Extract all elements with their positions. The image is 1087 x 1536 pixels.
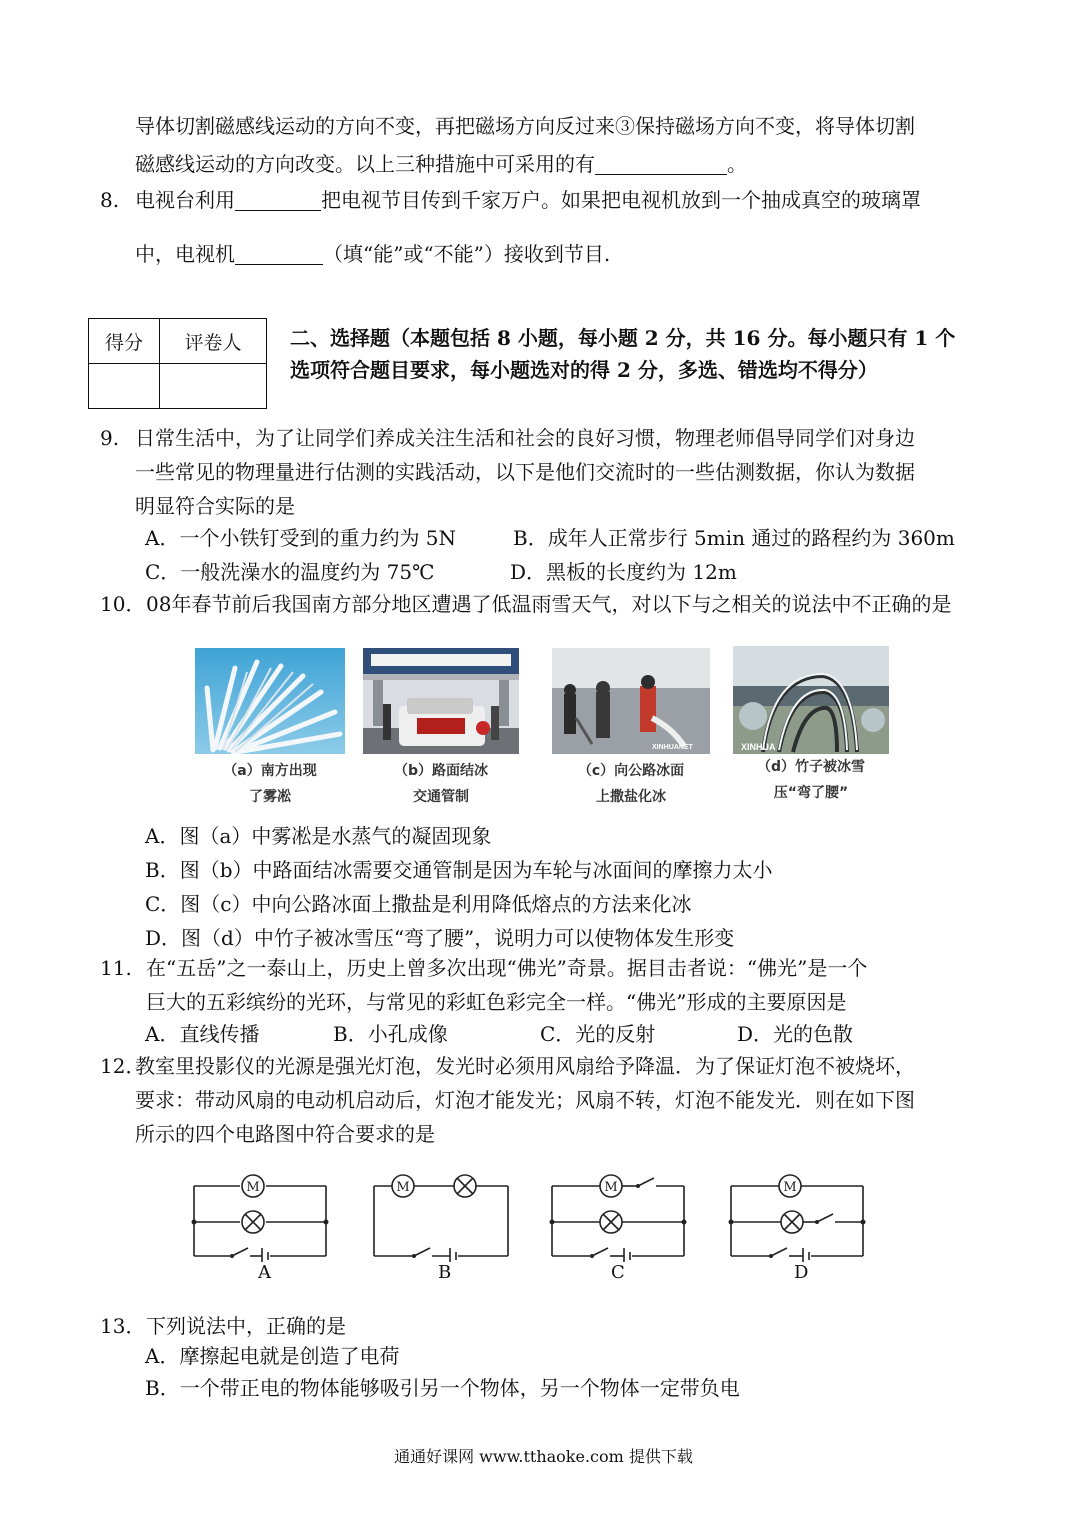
caption-d-line1: （d）竹子被冰雪	[756, 759, 866, 775]
section2-line2: 选项符合题目要求，每小题选对的得 2 分，多选、错选均不得分）	[290, 358, 878, 382]
circuit-d-label: D	[794, 1262, 809, 1283]
caption-b-line2: 交通管制	[413, 789, 469, 805]
q9-line3: 明显符合实际的是	[135, 494, 295, 518]
caption-d-line2: 压“弯了腰”	[773, 785, 849, 801]
q10-line1: 08年春节前后我国南方部分地区遭遇了低温雨雪天气，对以下与之相关的说法中不正确的是	[146, 592, 952, 616]
caption-b-line1: （b）路面结冰	[393, 763, 489, 779]
score-table	[88, 318, 267, 409]
salt-spreading-photo	[552, 648, 710, 754]
q13-option-a[interactable]: A．摩擦起电就是创造了电荷	[145, 1344, 400, 1368]
circuit-a-motor-label: M	[246, 1180, 260, 1195]
q10-option-b[interactable]: B．图（b）中路面结冰需要交通管制是因为车轮与冰面间的摩擦力太小	[145, 858, 773, 882]
q13-option-b[interactable]: B．一个带正电的物体能够吸引另一个物体，另一个物体一定带负电	[145, 1376, 740, 1400]
q13-line1: 下列说法中，正确的是	[146, 1314, 346, 1338]
caption-a	[195, 758, 345, 810]
q8-line2a: 中，电视机	[135, 242, 235, 266]
q11-option-b[interactable]: B．小孔成像	[333, 1022, 448, 1046]
q8-number: 8.	[100, 188, 120, 212]
q9-number: 9.	[100, 426, 120, 450]
caption-a-line2: 了雾凇	[249, 789, 291, 805]
q11-number: 11.	[100, 956, 132, 980]
caption-c-line1: （c）向公路冰面	[577, 763, 685, 779]
q8-line1a: 电视台利用	[135, 188, 235, 212]
q10-option-d[interactable]: D．图（d）中竹子被冰雪压“弯了腰”，说明力可以使物体发生形变	[145, 926, 735, 950]
score-header: 得分	[89, 319, 160, 364]
circuit-d[interactable]	[727, 1168, 869, 1262]
q8-line2b: （填“能”或“不能”）接收到节目.	[323, 242, 611, 266]
circuit-c-motor-label: M	[604, 1180, 618, 1195]
q10-number: 10．	[100, 592, 146, 616]
q11-option-c[interactable]: C．光的反射	[540, 1022, 656, 1046]
rime-photo	[195, 648, 345, 754]
score-cell[interactable]	[89, 364, 160, 409]
q11-line1: 在“五岳”之一泰山上，历史上曾多次出现“佛光”奇景。据目击者说：“佛光”是一个	[146, 956, 868, 980]
q7-line2-text: 磁感线运动的方向改变。以上三种措施中可采用的有	[135, 152, 595, 176]
circuit-d-motor-label: M	[783, 1180, 797, 1195]
circuit-c[interactable]	[548, 1168, 690, 1262]
circuit-a-label: A	[258, 1262, 271, 1283]
xinhuanet-watermark: XINHUANET	[652, 744, 693, 751]
q8-line2	[135, 240, 610, 268]
q9-line2: 一些常见的物理量进行估测的实践活动，以下是他们交流时的一些估测数据，你认为数据	[135, 460, 915, 484]
q11-option-a[interactable]: A．直线传播	[145, 1022, 260, 1046]
q9-line1: 日常生活中，为了让同学们养成关注生活和社会的良好习惯，物理老师倡导同学们对身边	[135, 426, 915, 450]
q8-line1b: 把电视节目传到千家万户。如果把电视机放到一个抽成真空的玻璃罩	[321, 188, 921, 212]
q7-line2	[135, 150, 747, 178]
q12-line3: 所示的四个电路图中符合要求的是	[135, 1122, 435, 1146]
q10-option-a[interactable]: A．图（a）中雾凇是水蒸气的凝固现象	[145, 824, 492, 848]
q8-blank-2[interactable]	[235, 244, 323, 265]
q8-line1	[135, 186, 921, 214]
caption-a-line1: （a）南方出现	[223, 763, 317, 779]
grader-cell[interactable]	[160, 364, 267, 409]
toll-station-photo	[363, 648, 519, 754]
circuit-a[interactable]	[190, 1168, 332, 1262]
q7-line1: 导体切割磁感线运动的方向不变，再把磁场方向反过来③保持磁场方向不变，将导体切割	[135, 114, 915, 138]
q12-number: 12．	[100, 1054, 146, 1078]
section2-line1: 二、选择题（本题包括 8 小题，每小题 2 分，共 16 分。每小题只有 1 个	[290, 326, 956, 350]
q11-line2: 巨大的五彩缤纷的光环，与常见的彩虹色彩完全一样。“佛光”形成的主要原因是	[146, 990, 847, 1014]
q9-option-c[interactable]: C．一般洗澡水的温度约为 75℃	[145, 560, 435, 584]
circuit-c-label: C	[611, 1262, 625, 1283]
q9-option-b[interactable]: B．成年人正常步行 5min 通过的路程约为 360m	[513, 526, 955, 550]
q7-answer-blank[interactable]	[595, 154, 727, 175]
q9-option-a[interactable]: A．一个小铁钉受到的重力约为 5N	[145, 526, 457, 550]
circuit-b[interactable]	[370, 1168, 514, 1262]
q10-option-c[interactable]: C．图（c）中向公路冰面上撒盐是利用降低熔点的方法来化冰	[145, 892, 692, 916]
caption-d	[733, 754, 889, 806]
grader-header: 评卷人	[160, 319, 267, 364]
q12-line1: 教室里投影仪的光源是强光灯泡，发光时必须用风扇给予降温．为了保证灯泡不被烧坏，	[135, 1054, 915, 1078]
caption-c	[552, 758, 710, 810]
bamboo-photo	[733, 646, 889, 754]
xinhua-watermark: XINHUA	[741, 742, 776, 752]
q12-line2: 要求：带动风扇的电动机启动后，灯泡才能发光；风扇不转，灯泡不能发光．则在如下图	[135, 1088, 915, 1112]
circuit-b-label: B	[438, 1262, 452, 1283]
caption-c-line2: 上撒盐化冰	[596, 789, 666, 805]
q7-line2-end: 。	[727, 152, 747, 176]
q13-number: 13．	[100, 1314, 146, 1338]
page-footer: 通通好课网 www.tthaoke.com 提供下载	[394, 1447, 693, 1466]
circuit-b-motor-label: M	[396, 1180, 410, 1195]
caption-b	[363, 758, 519, 810]
q8-blank-1[interactable]	[235, 190, 321, 211]
q9-option-d[interactable]: D．黑板的长度约为 12m	[510, 560, 737, 584]
q11-option-d[interactable]: D．光的色散	[737, 1022, 854, 1046]
